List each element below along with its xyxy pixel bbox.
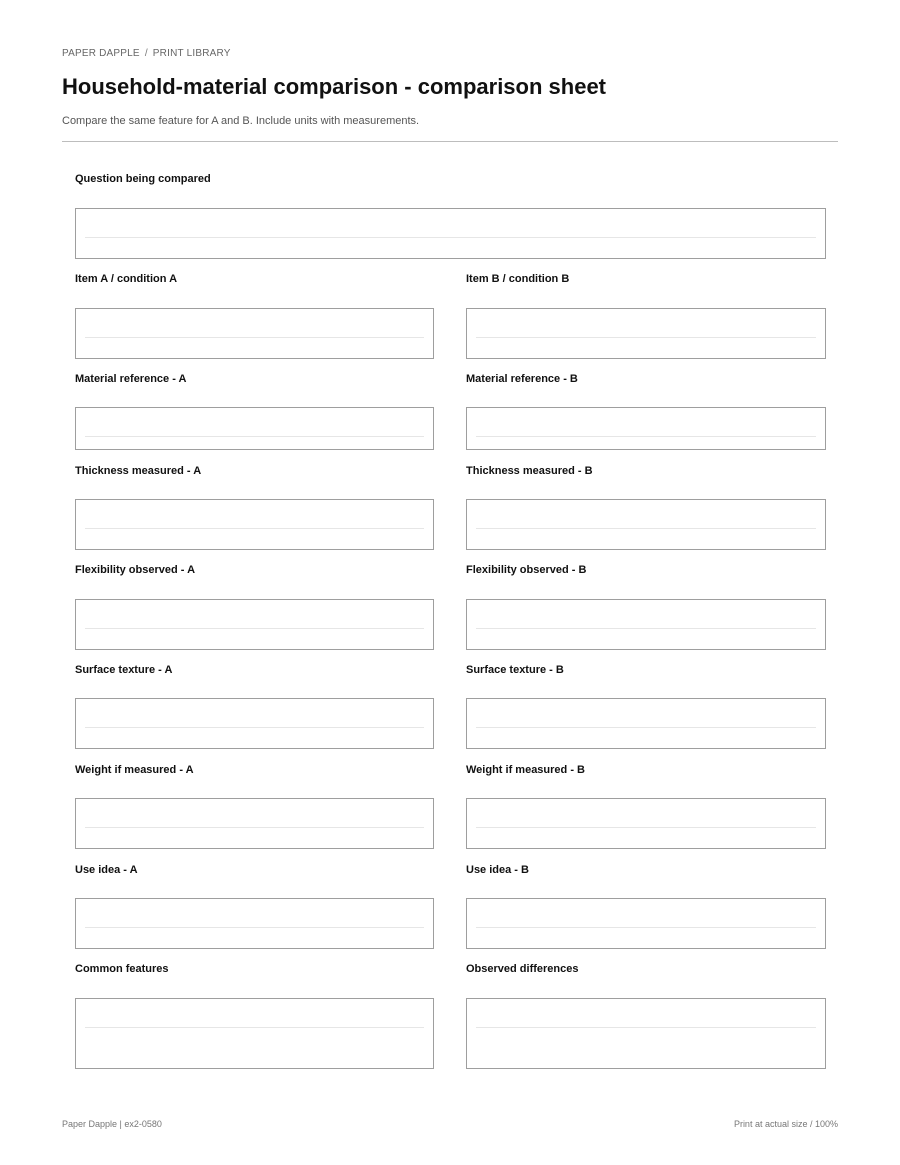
use-a-answer-box[interactable] <box>75 898 434 949</box>
flexibility-a-label: Flexibility observed - A <box>75 564 196 576</box>
writing-line <box>476 1027 816 1028</box>
item-a-label: Item A / condition A <box>75 273 178 285</box>
use-b-label: Use idea - B <box>466 864 529 876</box>
texture-b-label: Surface texture - B <box>466 664 564 676</box>
material-a-answer-box[interactable] <box>75 407 434 450</box>
writing-line <box>476 337 816 338</box>
writing-line <box>85 727 424 728</box>
texture-a-answer-box[interactable] <box>75 698 434 749</box>
writing-line <box>85 528 424 529</box>
writing-line <box>85 337 424 338</box>
footer-document-id: Paper Dapple | ex2-0580 <box>62 1119 162 1129</box>
writing-line <box>85 436 424 437</box>
texture-a-label: Surface texture - A <box>75 664 173 676</box>
writing-line <box>85 237 816 238</box>
header-divider <box>62 141 838 142</box>
breadcrumb-separator: / <box>144 48 148 59</box>
item-b-label: Item B / condition B <box>466 273 570 285</box>
writing-line <box>476 528 816 529</box>
weight-b-label: Weight if measured - B <box>466 764 585 776</box>
question-label: Question being compared <box>75 173 211 185</box>
flexibility-b-answer-box[interactable] <box>466 599 826 650</box>
material-b-answer-box[interactable] <box>466 407 826 450</box>
observed-differences-label: Observed differences <box>466 963 579 975</box>
flexibility-a-answer-box[interactable] <box>75 599 434 650</box>
material-a-label: Material reference - A <box>75 373 187 385</box>
writing-line <box>476 628 816 629</box>
thickness-a-label: Thickness measured - A <box>75 465 202 477</box>
item-a-answer-box[interactable] <box>75 308 434 359</box>
thickness-b-label: Thickness measured - B <box>466 465 593 477</box>
common-features-label: Common features <box>75 963 169 975</box>
use-a-label: Use idea - A <box>75 864 138 876</box>
breadcrumb <box>62 48 231 59</box>
material-b-label: Material reference - B <box>466 373 578 385</box>
writing-line <box>85 927 424 928</box>
page-title: Household-material comparison - comparison sheet <box>62 74 607 99</box>
weight-a-label: Weight if measured - A <box>75 764 194 776</box>
writing-line <box>85 628 424 629</box>
footer-print-note: Print at actual size / 100% <box>733 1119 838 1129</box>
flexibility-b-label: Flexibility observed - B <box>466 564 587 576</box>
breadcrumb-brand: PAPER DAPPLE <box>62 48 140 59</box>
use-b-answer-box[interactable] <box>466 898 826 949</box>
thickness-b-answer-box[interactable] <box>466 499 826 550</box>
writing-line <box>476 436 816 437</box>
writing-line <box>476 927 816 928</box>
page-instructions: Compare the same feature for A and B. Include units with measurements. <box>62 115 420 127</box>
weight-b-answer-box[interactable] <box>466 798 826 849</box>
weight-a-answer-box[interactable] <box>75 798 434 849</box>
texture-b-answer-box[interactable] <box>466 698 826 749</box>
writing-line <box>476 727 816 728</box>
breadcrumb-section: PRINT LIBRARY <box>152 48 231 59</box>
question-answer-box[interactable] <box>75 208 826 259</box>
writing-line <box>85 827 424 828</box>
item-b-answer-box[interactable] <box>466 308 826 359</box>
thickness-a-answer-box[interactable] <box>75 499 434 550</box>
writing-line <box>85 1027 424 1028</box>
observed-differences-answer-box[interactable] <box>466 998 826 1069</box>
common-features-answer-box[interactable] <box>75 998 434 1069</box>
writing-line <box>476 827 816 828</box>
worksheet-page <box>62 0 838 1165</box>
